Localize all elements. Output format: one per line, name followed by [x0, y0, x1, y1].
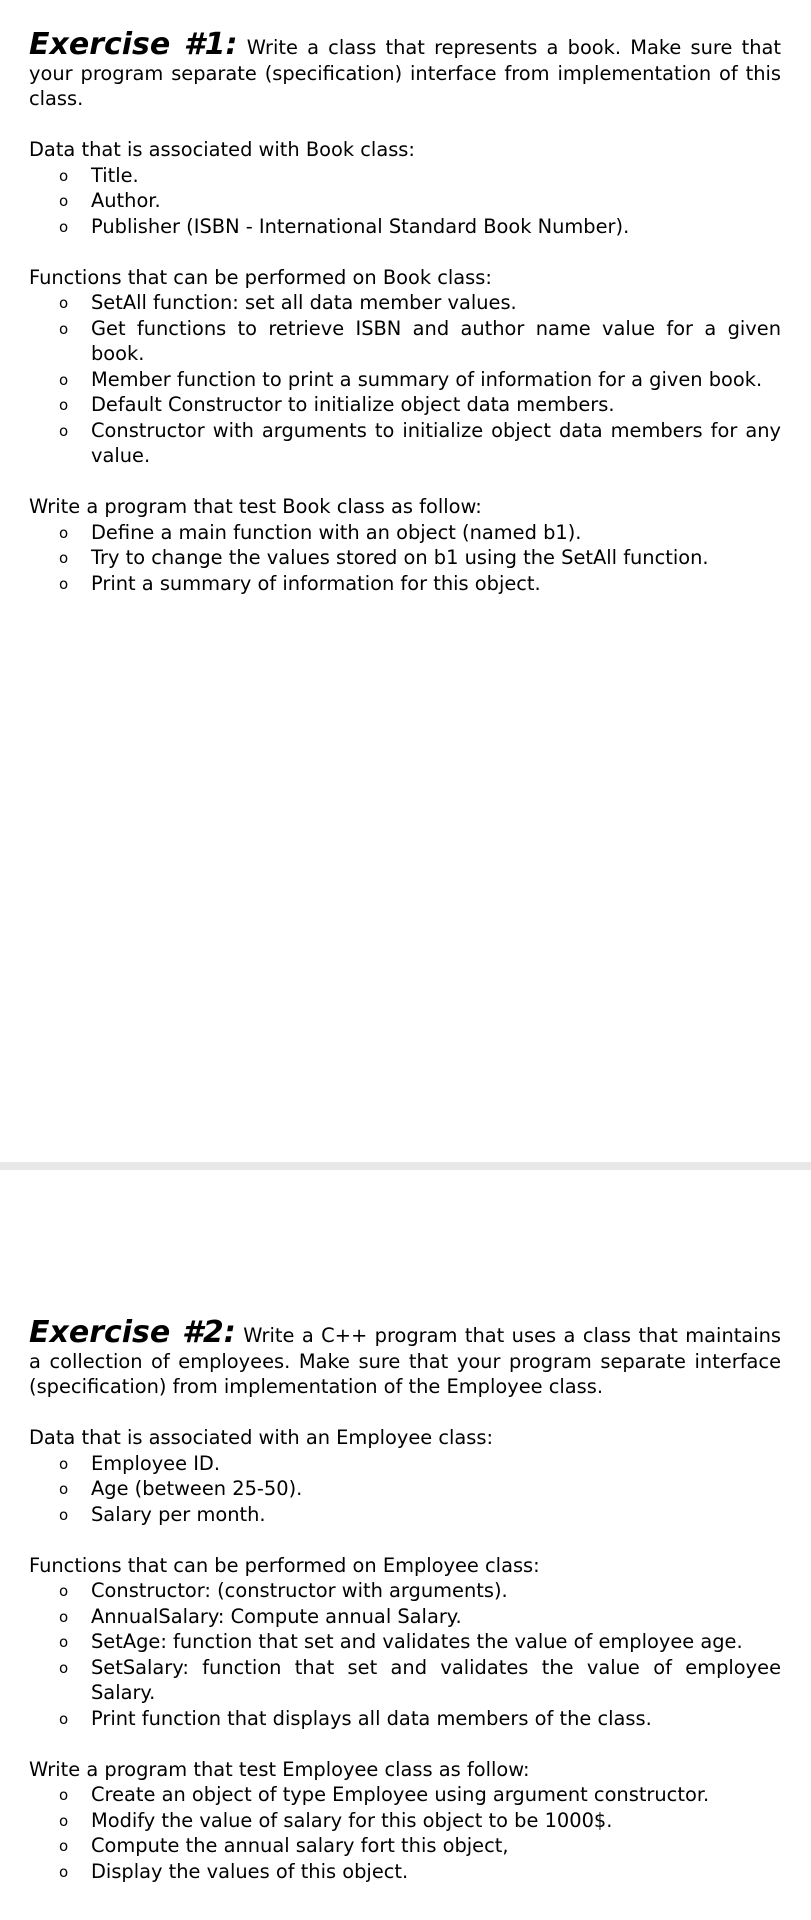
page-separator — [0, 1162, 811, 1170]
exercise-2 — [29, 1315, 781, 1884]
exercise-1-data-heading: Data that is associated with Book class: — [29, 138, 415, 161]
exercise-1-functions-heading: Functions that can be performed on Book class: — [29, 265, 492, 289]
list-item: o Employee ID. — [29, 1451, 781, 1477]
exercise-2-test-list — [29, 1782, 781, 1884]
list-item: o Modify the value of salary for this object to be 1000$. — [29, 1808, 781, 1834]
exercise-1-intro-text: Write a class that represents a book. Make sure that your program separate (specification) interface from implementation of this class. — [29, 36, 781, 110]
list-item: o Compute the annual salary fort this object, — [29, 1833, 781, 1859]
list-item: o Title. — [29, 163, 781, 189]
exercise-1-test-list — [29, 520, 781, 597]
list-item: o Publisher (ISBN - International Standard Book Number). — [29, 214, 781, 240]
list-item: o Constructor: (constructor with arguments). — [29, 1578, 781, 1604]
exercise-1-intro — [29, 27, 781, 112]
exercise-1-data-section — [29, 137, 781, 239]
list-item: o Salary per month. — [29, 1502, 781, 1528]
exercise-1-data-list — [29, 163, 781, 240]
list-item: o Age (between 25-50). — [29, 1476, 781, 1502]
document-page-2 — [0, 1170, 811, 1920]
exercise-1-functions-list — [29, 290, 781, 469]
list-item: o SetSalary: function that set and validates the value of employee Salary. — [29, 1655, 781, 1706]
exercise-2-functions-list — [29, 1578, 781, 1731]
list-item: o SetAge: function that set and validates the value of employee age. — [29, 1629, 781, 1655]
exercise-1-title: Exercise #1: — [29, 27, 238, 62]
list-item: o Print a summary of information for this object. — [29, 571, 781, 597]
list-item: o Display the values of this object. — [29, 1859, 781, 1885]
exercise-2-test-section — [29, 1757, 781, 1885]
list-item: o SetAll function: set all data member values. — [29, 290, 781, 316]
list-item: o Author. — [29, 188, 781, 214]
list-item: o Print function that displays all data members of the class. — [29, 1706, 781, 1732]
exercise-2-title: Exercise #2: — [29, 1315, 236, 1350]
exercise-2-functions-section — [29, 1553, 781, 1732]
exercise-2-intro — [29, 1315, 781, 1400]
exercise-1-functions-section — [29, 265, 781, 469]
exercise-1-test-heading: Write a program that test Book class as follow: — [29, 495, 482, 518]
list-item: o Member function to print a summary of information for a given book. — [29, 367, 781, 393]
list-item: o Define a main function with an object (named b1). — [29, 520, 781, 546]
exercise-2-data-section — [29, 1425, 781, 1527]
exercise-2-data-heading: Data that is associated with an Employee class: — [29, 1426, 494, 1449]
exercise-1-test-section — [29, 494, 781, 596]
list-item: o Try to change the values stored on b1 using the SetAll function. — [29, 545, 781, 571]
list-item: o Constructor with arguments to initialize object data members for any value. — [29, 418, 781, 469]
exercise-2-functions-heading: Functions that can be performed on Employee class: — [29, 1553, 540, 1577]
exercise-2-data-list — [29, 1451, 781, 1528]
exercise-2-test-heading: Write a program that test Employee class as follow: — [29, 1757, 530, 1781]
list-item: o Create an object of type Employee using argument constructor. — [29, 1782, 781, 1808]
list-item: o Get functions to retrieve ISBN and author name value for a given book. — [29, 316, 781, 367]
list-item: o Default Constructor to initialize object data members. — [29, 392, 781, 418]
exercise-1 — [29, 27, 781, 596]
list-item: o AnnualSalary: Compute annual Salary. — [29, 1604, 781, 1630]
exercise-2-intro-text: Write a C++ program that uses a class that maintains a collection of employees. Make sure that your program separate interface (specification) from implementation of the Employee class. — [29, 1324, 781, 1398]
